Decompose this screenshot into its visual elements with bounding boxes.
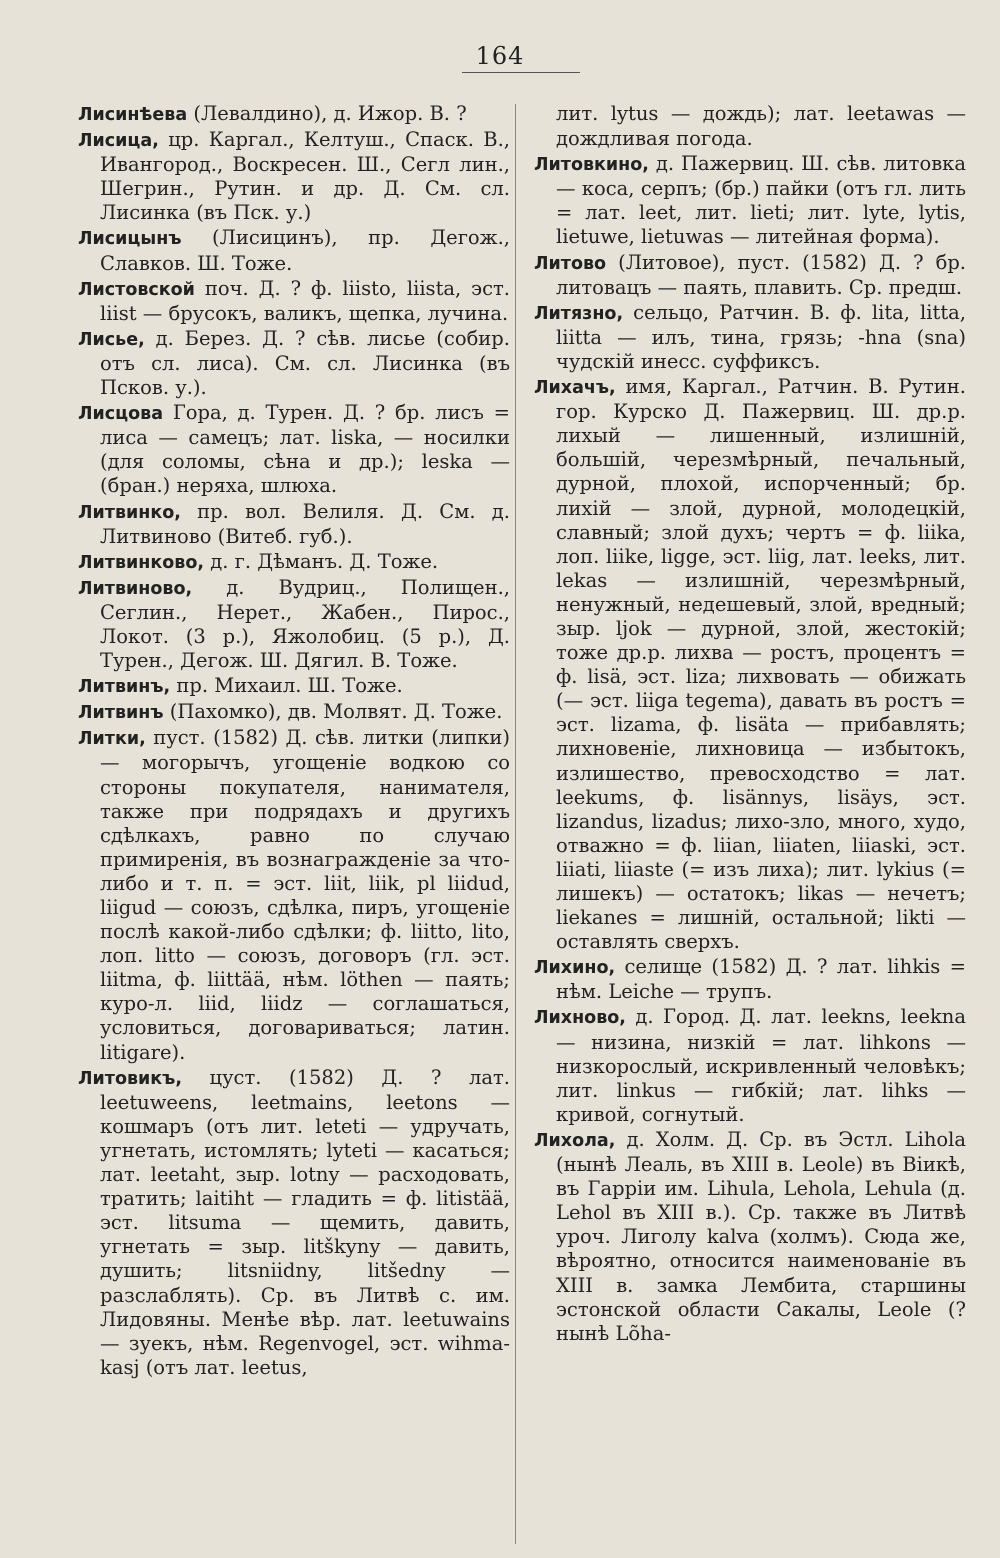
entry-text: сельцо, Ратчин. В. ф. lita, litta, liitta — илъ, тина, грязь; -hna (sna) чудскій инесс. суффиксъ. [556,300,966,373]
dictionary-entry [78,401,510,498]
entry-headword: Лихола, [534,1130,616,1151]
entry-headword: Листовской [78,279,195,300]
dictionary-entry [78,550,510,575]
dictionary-entry [534,301,966,374]
entry-headword: Литязно, [534,303,624,324]
entry-text: (Пахомко), дв. Молвят. Д. Тоже. [163,700,503,724]
entry-headword: Литвиново, [78,578,193,599]
entry-headword: Лисинѣева [78,105,188,125]
entry-headword: Литвинково, [78,552,205,573]
entry-text: цр. Каргал., Келтуш., Спаск. В., Ивангород., Воскресен. Ш., Сегл лин., Шегрин., Рутин. и др. Д. См. сл. Лисинка (въ Пск. у.) [100,128,510,225]
entry-headword: Литовикъ, [78,1068,182,1089]
entry-headword: Литвинъ, [78,677,171,698]
page-number: 164 [475,42,525,70]
dictionary-entry [78,1066,510,1380]
dictionary-entry [78,700,510,725]
entry-headword: Литово [534,253,607,274]
dictionary-entry [78,102,510,127]
entry-text: имя, Каргал., Ратчин. В. Рутин. гор. Курско Д. Пажервиц. Ш. др.р. лихый — лишенный, излишній, большій, черезмѣрный, печальный, дурной, плохой, испорченный; бр. лихій — злой, дурной, молодецкій, славный; злой духъ; чертъ = ф. liika, лоп. liike, ligge, эст. liig, лат. leeks, лит. lekas — излишній, черезмѣрный, ненужный, недешевый, злой, вредный; зыр. ljok — дурной, злой, жестокій; тоже др.р. лихва — ростъ, процентъ = ф. lisä, эст. liza; лихвовать — обижать (— эст. liiga tegema), давать въ ростъ = эст. lizama, ф. lisäta — прибавлять; лихновеніе, лихновица — избытокъ, излишество, превосходство = лат. leekums, ф. lisännys, lisäys, эст. lizandus, lizadus; лихо-зло, много, худо, отважно = ф. liian, liiaten, liiaski, эст. liiati, liiaste (= изъ лиха); лит. lykius (= лишекъ) — остатокъ; likas — нечетъ; liekanes = лишній, остальной; likti — оставлять сверхъ. [556,375,966,954]
entry-headword: Литовкино, [534,155,649,176]
entry-text: д. г. Дѣманъ. Д. Тоже. [204,549,439,573]
dictionary-entry [534,1128,966,1346]
entry-headword: Лихново, [534,1008,626,1029]
entry-headword: Лихино, [534,958,616,979]
dictionary-entry [78,277,510,326]
header-rule [462,72,580,73]
right-column [534,102,966,1347]
dictionary-entry [534,251,966,300]
entry-text: (Литовое), пуст. (1582) Д. ? бр. литовацъ — паять, плавить. Ср. предш. [556,250,966,299]
dictionary-entry [534,102,966,151]
dictionary-entry [78,726,510,1064]
entry-headword: Лисица, [78,131,159,152]
entry-text: д. Берез. Д. ? сѣв. лисье (собир. отъ сл. лиса). См. сл. Лисинка (въ Псков. у.). [100,326,510,400]
entry-text: д. Пажервиц. Ш. сѣв. литовка — коса, серпъ; (бр.) пайки (отъ гл. лить = лат. leet, лит. lieti; лит. lyte, lytis, lietuwe, lietuwas — литейная форма). [556,152,966,249]
dictionary-entry [78,226,510,275]
dictionary-entry [78,500,510,549]
dictionary-entry [78,576,510,673]
column-divider [515,104,516,1544]
left-column [78,102,510,1381]
entry-headword: Литвинко, [78,502,181,523]
entry-text: д. Холм. Д. Ср. въ Эстл. Lihola (нынѣ Леаль, въ XIII в. Leole) въ Віикѣ, въ Гарріи им. Lihula, Lehola, Lehula (д. Lehol въ XIII в.). Ср. также въ Литвѣ уроч. Лиголу kalva (холмъ). Сюда же, вѣроятно, относится наименованіе въ XIII в. замка Лембита, старшины эстонской области Сакалы, Leole (? нынѣ Lõha- [556,1127,966,1345]
entry-text: цуст. (1582) Д. ? лат. leetuweens, leetmains, leetons — кошмаръ (отъ лит. leteti — удручать, угнетать, истомлять; lyteti — касаться; лат. leetaht, зыр. lotny — расходовать, тратить; laitiht — гладить = ф. litistää, эст. litsuma — щемить, давить, угнетать = зыр. litškyny — давить, душить; litsniidny, litšedny — разслаблять). Ср. въ Литвѣ с. им. Лидовяны. Менѣе вѣр. лат. leetuwains — зуекъ, нѣм. Regenvogel, эст. wihma-kasj (отъ лат. leetus, [100,1065,510,1379]
entry-headword: Лисицынъ [78,229,182,250]
entry-headword: Лихачъ, [534,378,616,399]
entry-text: поч. Д. ? ф. liisto, liista, эст. liist — брусокъ, валикъ, щепка, лучина. [100,276,510,325]
dictionary-entry [534,152,966,249]
dictionary-entry [78,327,510,400]
dictionary-entry [78,128,510,225]
entry-text: лит. lytus — дождь); лат. leetawas — дождливая погода. [556,102,966,151]
entry-headword: Литвинъ [78,703,164,724]
entry-text: (Лисицинъ), пр. Дегож., Славков. Ш. Тоже. [100,226,510,275]
dictionary-entry [78,674,510,699]
dictionary-entry [534,955,966,1004]
entry-headword: Литки, [78,729,146,750]
entry-headword: Лисье, [78,329,145,350]
entry-text: пр. вол. Велиля. Д. См. д. Литвиново (Витеб. губ.). [100,499,510,548]
entry-headword: Лисцова [78,404,164,425]
entry-text: пуст. (1582) Д. сѣв. литки (липки) — могорычъ, угощеніе водкою со стороны покупателя, нанимателя, также при подрядахъ и другихъ сдѣлкахъ, равно по случаю примиренія, въ вознагражденіе за что-либо и т. п. = эст. liit, liik, pl liidud, liigud — союзъ, сдѣлка, пиръ, угощеніе послѣ какой-либо сдѣлки; ф. liitto, lito, лоп. litto — союзъ, договоръ (гл. эст. liitma, ф. liittää, нѣм. löthen — паять; куро-л. liid, liidz — соглашаться, условиться, договариваться; латин. litigare). [100,726,510,1064]
dictionary-entry [534,375,966,954]
entry-text: д. Вудриц., Полищен., Сеглин., Нерет., Жабен., Пирос., Локот. (3 р.), Яжолобиц. (5 р.), Д. Турен., Дегож. Ш. Дягил. В. Тоже. [100,575,510,673]
entry-text: пр. Михаил. Ш. Тоже. [170,674,403,698]
entry-text: селище (1582) Д. ? лат. lihkis = нѣм. Leiche — трупъ. [556,955,966,1004]
entry-text: д. Город. Д. лат. leekns, leekna — низина, низкій = лат. lihkons — низкорослый, искривленный человѣкъ; лит. linkus — гибкій; лат. lihks — кривой, согнутый. [556,1005,966,1126]
dictionary-entry [534,1005,966,1126]
entry-text: (Левалдино), д. Ижор. В. ? [187,102,467,125]
entry-text: Гора, д. Турен. Д. ? бр. лисъ = лиса — самецъ; лат. liska, — носилки (для соломы, сѣна и др.); leska — (бран.) неряха, шлюха. [100,401,510,498]
